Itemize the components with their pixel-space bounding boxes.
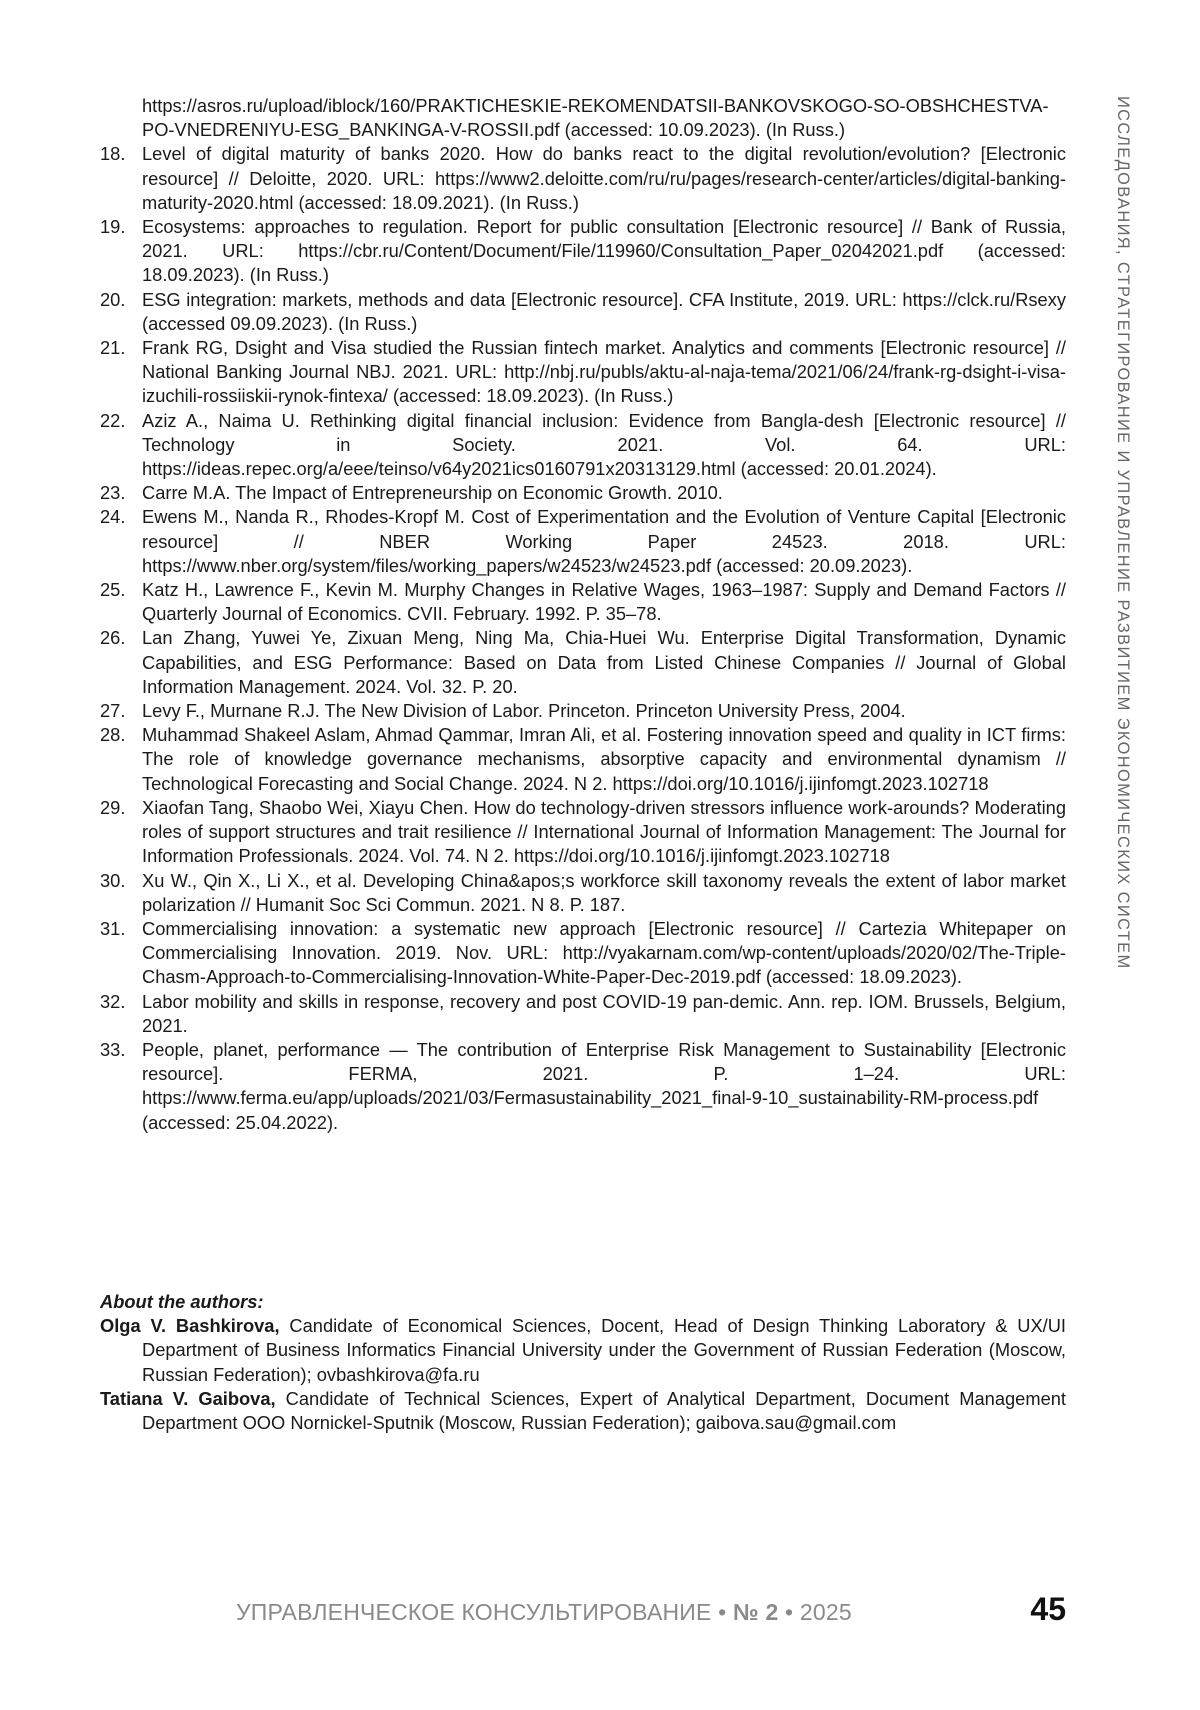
reference-number: 27. xyxy=(100,700,126,722)
reference-number: 21. xyxy=(100,337,126,359)
journal-name: УПРАВЛЕНЧЕСКОЕ КОНСУЛЬТИРОВАНИЕ xyxy=(236,1599,712,1625)
reference-item xyxy=(100,796,1066,869)
reference-number: 29. xyxy=(100,796,126,818)
reference-number: 23. xyxy=(100,482,126,504)
reference-item xyxy=(100,626,1066,699)
reference-item xyxy=(100,336,1066,409)
author-name: Tatiana V. Gaibova, xyxy=(100,1387,276,1409)
reference-number: 22. xyxy=(100,409,126,431)
separator-dot: • xyxy=(718,1599,727,1625)
reference-item xyxy=(100,505,1066,578)
author-entry xyxy=(100,1314,1066,1387)
reference-number: 30. xyxy=(100,869,126,891)
reference-text: https://asros.ru/upload/iblock/160/PRAKTICHESKIE-REKOMENDATSII-BANKOVSKOGO-SO-OBSHCHESTVA-PO-VNEDRENIYU-ESG_BANKINGA-V-ROSSII.pdf (accessed: 10.09.2023). (In Russ.) xyxy=(142,95,1049,141)
reference-item xyxy=(100,409,1066,482)
reference-item xyxy=(100,723,1066,796)
reference-item xyxy=(100,869,1066,917)
reference-item xyxy=(100,215,1066,288)
reference-text: ESG integration: markets, methods and data [Electronic resource]. CFA Institute, 2019. URL: https://clck.ru/Rsexy (accessed 09.09.2023). (In Russ.) xyxy=(142,288,1066,334)
author-description: Candidate of Economical Sciences, Docent, Head of Design Thinking Laboratory & UX/UI Department of Business Informatics Financial University under the Government of Russian Federation (Moscow, Russian Federation); ovbashkirova@fa.ru xyxy=(142,1315,1066,1385)
reference-item xyxy=(100,917,1066,990)
reference-number: 20. xyxy=(100,288,126,310)
reference-number: 24. xyxy=(100,506,126,528)
reference-list xyxy=(100,94,1066,1135)
reference-text: Levy F., Murnane R.J. The New Division of Labor. Princeton. Princeton University Press, 2004. xyxy=(142,700,906,722)
page-number: 45 xyxy=(1030,1591,1066,1627)
separator-dot: • xyxy=(785,1599,794,1625)
reference-text: Xiaofan Tang, Shaobo Wei, Xiayu Chen. How do technology-driven stressors influence work-arounds? Moderating roles of support structures and trait resilience // International Journal of Information Management: The Journal for Information Professionals. 2024. Vol. 74. N 2. https://doi.org/10.1016/j.ijinfomgt.2023.102718 xyxy=(142,796,1066,867)
reference-text: People, planet, performance — The contribution of Enterprise Risk Management to Sustainability [Electronic resource]. FERMA, 2021. P. 1–24. URL: https://www.ferma.eu/app/uploads/2021/03/Fermasustainability_2021_final-9-10_sustainability-RM-process.pdf (accessed: 25.04.2022). xyxy=(142,1038,1066,1133)
reference-number: 25. xyxy=(100,579,126,601)
journal-info xyxy=(236,1599,852,1626)
reference-text: Muhammad Shakeel Aslam, Ahmad Qammar, Imran Ali, et al. Fostering innovation speed and quality in ICT firms: The role of knowledge governance mechanisms, absorptive capacity and environmental dynamism // Technological Forecasting and Social Change. 2024. N 2. https://doi.org/10.1016/j.ijinfomgt.2023.102718 xyxy=(142,724,1066,794)
reference-item xyxy=(100,990,1066,1038)
reference-text: Carre M.A. The Impact of Entrepreneurship on Economic Growth. 2010. xyxy=(142,482,723,504)
reference-text: Ecosystems: approaches to regulation. Report for public consultation [Electronic resource] // Bank of Russia, 2021. URL: https://cbr.ru/Content/Document/File/119960/Consultation_Paper_02042021.pdf (accessed: 18.09.2023). (In Russ.) xyxy=(142,216,1066,286)
reference-text: Aziz A., Naima U. Rethinking digital financial inclusion: Evidence from Bangla-desh [Electronic resource] // Technology in Society. 2021. Vol. 64. URL: https://ideas.repec.org/a/eee/teinso/v64y2021ics0160791x20313129.html (accessed: 20.01.2024). xyxy=(142,409,1066,480)
authors-heading: About the authors: xyxy=(100,1291,264,1312)
reference-item xyxy=(100,578,1066,626)
reference-item xyxy=(100,1038,1066,1135)
section-title-vertical: ИССЛЕДОВАНИЯ, СТРАТЕГИРОВАНИЕ И УПРАВЛЕНИЕ РАЗВИТИЕМ ЭКОНОМИЧЕСКИХ СИСТЕМ xyxy=(1114,96,1132,970)
reference-text: Commercialising innovation: a systematic new approach [Electronic resource] // Cartezia Whitepaper on Commercialising Innovation. 2019. Nov. URL: http://vyakarnam.com/wp-content/uploads/2020/02/The-Triple-Chasm-Approach-to-Commercialising-Innovation-White-Paper-Dec-2019.pdf (accessed: 18.09.2023). xyxy=(142,917,1066,988)
reference-text: Lan Zhang, Yuwei Ye, Zixuan Meng, Ning Ma, Chia-Huei Wu. Enterprise Digital Transformation, Dynamic Capabilities, and ESG Performance: Based on Data from Listed Chinese Companies // Journal of Global Information Management. 2024. Vol. 32. P. 20. xyxy=(142,627,1066,697)
reference-number: 26. xyxy=(100,627,126,649)
author-entry xyxy=(100,1387,1066,1435)
reference-number: 19. xyxy=(100,216,126,238)
reference-number: 28. xyxy=(100,724,126,746)
reference-text: Level of digital maturity of banks 2020. How do banks react to the digital revolution/evolution? [Electronic resource] // Deloitte, 2020. URL: https://www2.deloitte.com/ru/ru/pages/research-center/articles/digital-banking-maturity-2020.html (accessed: 18.09.2021). (In Russ.) xyxy=(142,143,1066,213)
reference-number: 31. xyxy=(100,917,126,939)
reference-text: Frank RG, Dsight and Visa studied the Russian fintech market. Analytics and comments [Electronic resource] // National Banking Journal NBJ. 2021. URL: http://nbj.ru/publs/aktu-al-naja-tema/2021/06/24/frank-rg-dsight-i-visa-izuchili-rossiiskii-rynok-fintexa/ (accessed: 18.09.2023). (In Russ.) xyxy=(142,337,1066,407)
reference-text: Ewens M., Nanda R., Rhodes-Kropf M. Cost of Experimentation and the Evolution of Venture Capital [Electronic resource] // NBER Working Paper 24523. 2018. URL: https://www.nber.org/system/files/working_papers/w24523/w24523.pdf (accessed: 20.09.2023). xyxy=(142,506,1066,576)
author-name: Olga V. Bashkirova, xyxy=(100,1315,280,1337)
page-footer xyxy=(236,1591,1066,1635)
reference-text: Xu W., Qin X., Li X., et al. Developing China&apos;s workforce skill taxonomy reveals the extent of labor market polarization // Humanit Soc Sci Commun. 2021. N 8. P. 187. xyxy=(142,869,1066,915)
reference-item xyxy=(100,142,1066,215)
reference-item xyxy=(100,94,1066,142)
reference-item xyxy=(100,699,1066,723)
issue-number: № 2 xyxy=(733,1599,779,1625)
reference-item xyxy=(100,481,1066,505)
author-description: Candidate of Technical Sciences, Expert of Analytical Department, Document Management Department OOO Nornickel-Sputnik (Moscow, Russian Federation); gaibova.sau@gmail.com xyxy=(142,1387,1066,1434)
section-sidebar xyxy=(1108,96,1132,1086)
journal-year: 2025 xyxy=(799,1599,852,1625)
reference-number: 32. xyxy=(100,990,126,1012)
reference-text: Labor mobility and skills in response, recovery and post COVID-19 pan-demic. Ann. rep. IOM. Brussels, Belgium, 2021. xyxy=(142,990,1066,1036)
reference-number: 33. xyxy=(100,1038,126,1060)
reference-number: 18. xyxy=(100,143,126,165)
reference-item xyxy=(100,288,1066,336)
reference-text: Katz H., Lawrence F., Kevin M. Murphy Changes in Relative Wages, 1963–1987: Supply and Demand Factors // Quarterly Journal of Economics. CVII. February. 1992. P. 35–78. xyxy=(142,579,1066,625)
about-authors xyxy=(100,1290,1066,1435)
